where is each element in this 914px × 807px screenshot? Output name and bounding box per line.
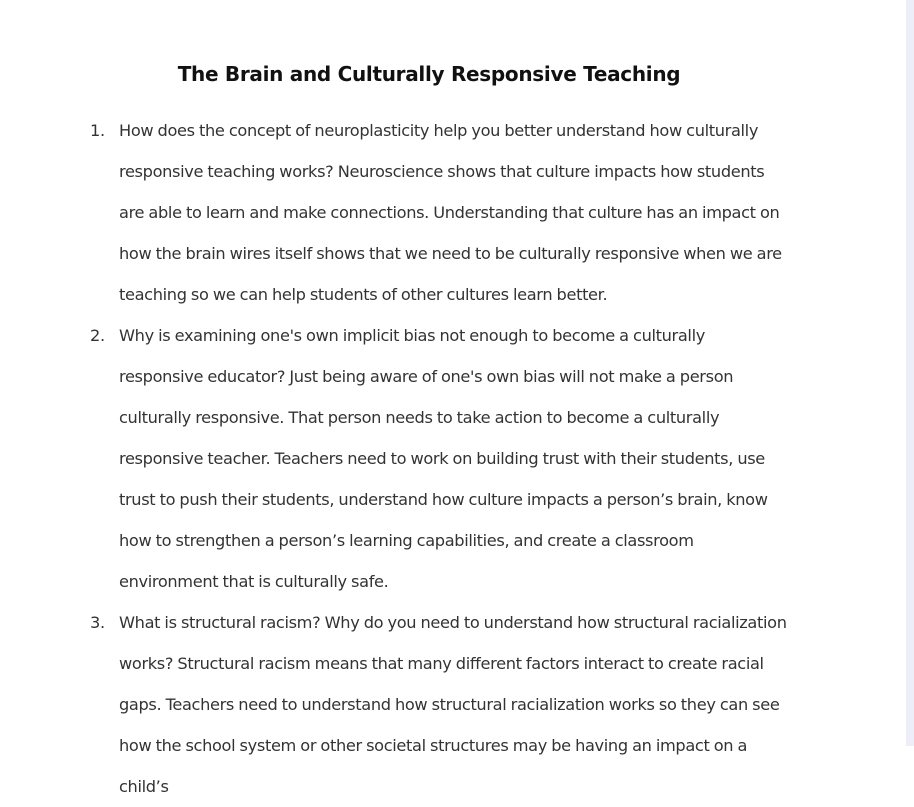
list-item [90, 110, 790, 315]
answer-text: Just being aware of one's own bias will not make a person culturally responsive. That person needs to take action to become a culturally responsive teacher. Teachers need to work on building trust with their students, use trust to push their students, understand how culture impacts a person’s brain, know how to strengthen a person’s learning capabilities, and create a classroom environment that is culturally safe. [119, 367, 768, 591]
question-list [90, 110, 790, 807]
question-text: How does the concept of neuroplasticity help you better understand how culturally responsive teaching works? [119, 121, 759, 181]
list-number: 3. [90, 613, 105, 632]
list-item [90, 315, 790, 602]
question-text: What is structural racism? Why do you need to understand how structural racialization works? [119, 613, 787, 673]
list-number: 2. [90, 326, 105, 345]
document-title: The Brain and Culturally Responsive Teaching [177, 62, 681, 86]
answer-text: Neuroscience shows that culture impacts how students are able to learn and make connections. Understanding that culture has an impact on how the brain wires itself shows that we need to be culturally responsive when we are teaching so we can help students of other cultures learn better. [119, 162, 782, 304]
question-text: Why is examining one's own implicit bias not enough to become a culturally responsive educator? [119, 326, 705, 386]
list-item [90, 602, 790, 807]
answer-text: Structural racism means that many different factors interact to create racial gaps. Teachers need to understand how structural racialization works so they can see how the school system or other societal structures may be having an impact on a child’s [119, 654, 780, 796]
scrollbar-track[interactable] [906, 0, 914, 746]
list-number: 1. [90, 121, 105, 140]
